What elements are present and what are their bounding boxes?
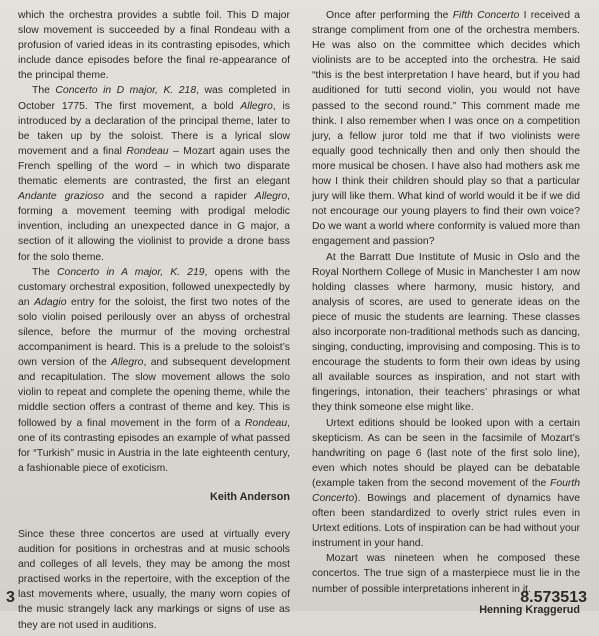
page-number: 3 <box>6 589 15 606</box>
paragraph: which the orchestra provides a subtle foil. This D major slow movement is succeeded by a final Rondeau with a profusion of varied ideas in its contrasting episodes, which include dance episodes before the final re-appearance of the principal theme. <box>18 10 290 82</box>
paragraph: The Concerto in D major, K. 218, was completed in October 1775. The first movement, a bold Allegro, is introduced by a declaration of the principal theme, later to be taken up by the soloist. There is a lyrical slow movement and a final Rondeau – Mozart again uses the French spelling of the word – in which two disparate thematic elements are contrasted, the first an elegant Andante grazioso and the second a rapider Allegro, forming a movement teeming with prodigal melodic invention, including an unexpected dance in G major, a section of it allowing the violinist to provide a drone bass for the solo theme. <box>18 85 291 263</box>
right-column <box>312 8 580 636</box>
author-signature: Henning Kraggerud <box>479 603 580 616</box>
paragraph: Mozart was nineteen when he composed these concertos. The true sign of a masterpiece must lie in the number of possible interpretations inherent in it. <box>312 553 580 595</box>
paragraph: Once after performing the Fifth Concerto I received a strange compliment from one of the orchestra members. He was also on the committee which decides which violinists are to be accepted into the orchestra. He said “this is the best interpretation I have heard, but if you had auditioned for tutti second violin, you would not have passed to the second round.” This comment made me think. I also remember when I was once on a competition jury, a fellow juror told me that if two violinists were equally good technically then and only then should the more musical be chosen. I have also had mothers ask me how I think their children should play so that a particular jury will like them. What kind of world would it be if we did not encourage our young players to find their own voice? Do we want a world where conformity is valued more than engagement and passion? <box>312 10 580 248</box>
paragraph: Since these three concertos are used at virtually every audition for positions in orchestras and at music schools and colleges of all levels, they may be among the most practised works in the repertoire, with the exception of the last movements where, usually, the many worn copies of the music strangely lack any markings or signs of use as they are not used in auditions. <box>18 529 290 631</box>
author-signature: Keith Anderson <box>210 490 290 503</box>
paragraph: The Concerto in A major, K. 219, opens with the customary orchestral exposition, followed unexpectedly by an Adagio entry for the soloist, the first two notes of the solo violin poised perilously over an abyss of orchestral silence, before the murmur of the moving orchestral accompaniment is heard. This is a prelude to the soloist’s own version of the Allegro, and subsequent development and recapitulation. The slow movement allows the solo violin to repeat and complete the opening theme, while the middle section offers a contrast of theme and key. This is followed by a final movement in the form of a Rondeau, one of its contrasting episodes an example of what passed for “Turkish” music in Austria in the late eighteenth century, a fashionable piece of exoticism. <box>18 266 291 474</box>
paragraph: Urtext editions should be looked upon with a certain skepticism. As can be seen in the facsimile of Mozart’s handwriting on page 6 (last note of the first solo line), even which notes should be played can be debatable (example taken from the second movement of the Fourth Concerto). Bowings and placement of dynamics have often been standardized to overly strict rules even in Urtext editions. Lots of inspiration can be had without your instrument in your hand. <box>312 417 580 550</box>
left-column <box>18 8 290 633</box>
catalogue-number: 8.573513 <box>520 589 587 606</box>
paragraph: At the Barratt Due Institute of Music in Oslo and the Royal Northern College of Music in Manchester I am now holding classes where harmony, music history, and analysis of scores, are used to generate ideas on the piece of music the students are learning. These classes also incorporate non-traditional methods such as dancing, singing, conducting, improvising and composing. This is to encourage the students to form their own ideas by using all available sources as inspiration, and not start with fingerings, intonation, their teachers’ phrasings or what they think someone else might like. <box>312 251 580 414</box>
